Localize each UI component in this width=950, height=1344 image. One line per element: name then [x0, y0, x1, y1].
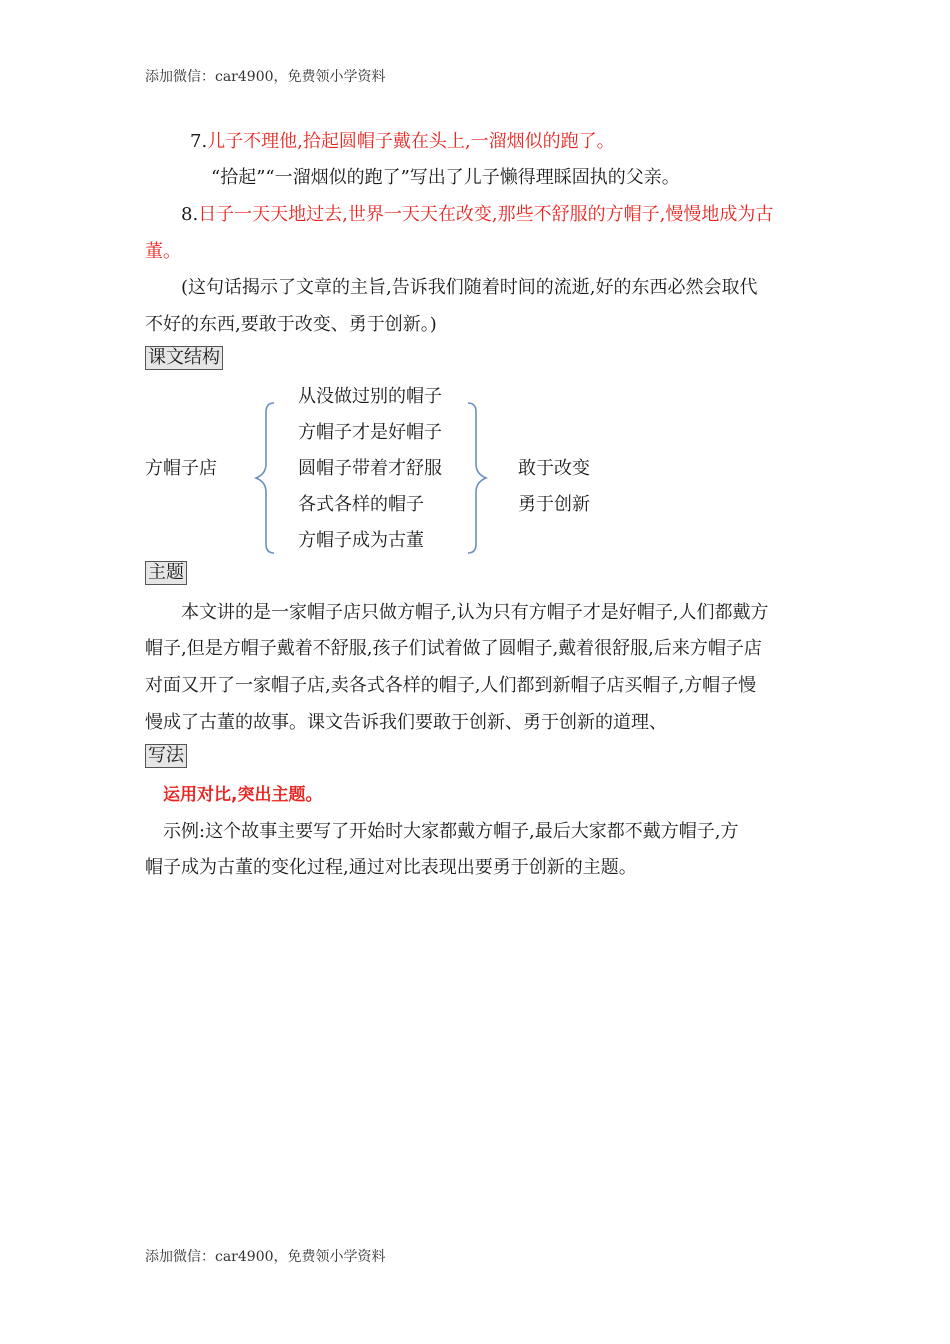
item-7-analysis: “拾起”“一溜烟似的跑了”写出了儿子懒得理睬固执的父亲。 [211, 167, 680, 188]
structure-branch-3: 圆帽子带着才舒服 [298, 458, 442, 479]
item-7-quote: 儿子不理他,拾起圆帽子戴在头上,一溜烟似的跑了。 [207, 131, 615, 152]
header-note: 添加微信：car4900，免费领小学资料 [145, 69, 386, 85]
item-8-quote-1: 日子一天天地过去,世界一天天在改变,那些不舒服的方帽子,慢慢地成为古 [198, 204, 774, 225]
structure-heading: 课文结构 [145, 346, 223, 370]
left-brace-icon [250, 400, 280, 556]
writing-example-line-2: 帽子成为古董的变化过程,通过对比表现出要勇于创新的主题。 [145, 857, 637, 878]
structure-conclusion-2: 勇于创新 [518, 494, 590, 515]
item-8-analysis-line-2: 不好的东西,要敢于改变、勇于创新。) [145, 314, 437, 335]
item-7-quote-line [190, 127, 615, 153]
structure-root: 方帽子店 [145, 458, 217, 479]
theme-line-1: 本文讲的是一家帽子店只做方帽子,认为只有方帽子才是好帽子,人们都戴方 [181, 602, 769, 623]
theme-heading: 主题 [145, 561, 187, 585]
item-8-analysis-line-1: (这句话揭示了文章的主旨,告诉我们随着时间的流逝,好的东西必然会取代 [181, 277, 758, 298]
item-8-quote-line-2: 董。 [145, 241, 181, 262]
item-8-quote-line-1 [181, 200, 773, 226]
theme-line-2: 帽子,但是方帽子戴着不舒服,孩子们试着做了圆帽子,戴着很舒服,后来方帽子店 [145, 638, 762, 659]
structure-branch-4: 各式各样的帽子 [298, 494, 424, 515]
footer-note: 添加微信：car4900，免费领小学资料 [145, 1249, 386, 1265]
writing-example-line-1: 示例:这个故事主要写了开始时大家都戴方帽子,最后大家都不戴方帽子,方 [163, 821, 739, 842]
structure-branch-2: 方帽子才是好帽子 [298, 422, 442, 443]
structure-branch-1: 从没做过别的帽子 [298, 386, 442, 407]
item-8-number: 8. [181, 204, 199, 225]
structure-conclusion-1: 敢于改变 [518, 458, 590, 479]
structure-branch-5: 方帽子成为古董 [298, 530, 424, 551]
right-brace-icon [462, 400, 492, 556]
theme-line-4: 慢成了古董的故事。课文告诉我们要敢于创新、勇于创新的道理、 [145, 712, 667, 733]
theme-line-3: 对面又开了一家帽子店,卖各式各样的帽子,人们都到新帽子店买帽子,方帽子慢 [145, 675, 757, 696]
writing-heading: 写法 [145, 744, 187, 768]
item-7-number: 7. [190, 131, 208, 152]
writing-point: 运用对比,突出主题。 [163, 785, 323, 805]
